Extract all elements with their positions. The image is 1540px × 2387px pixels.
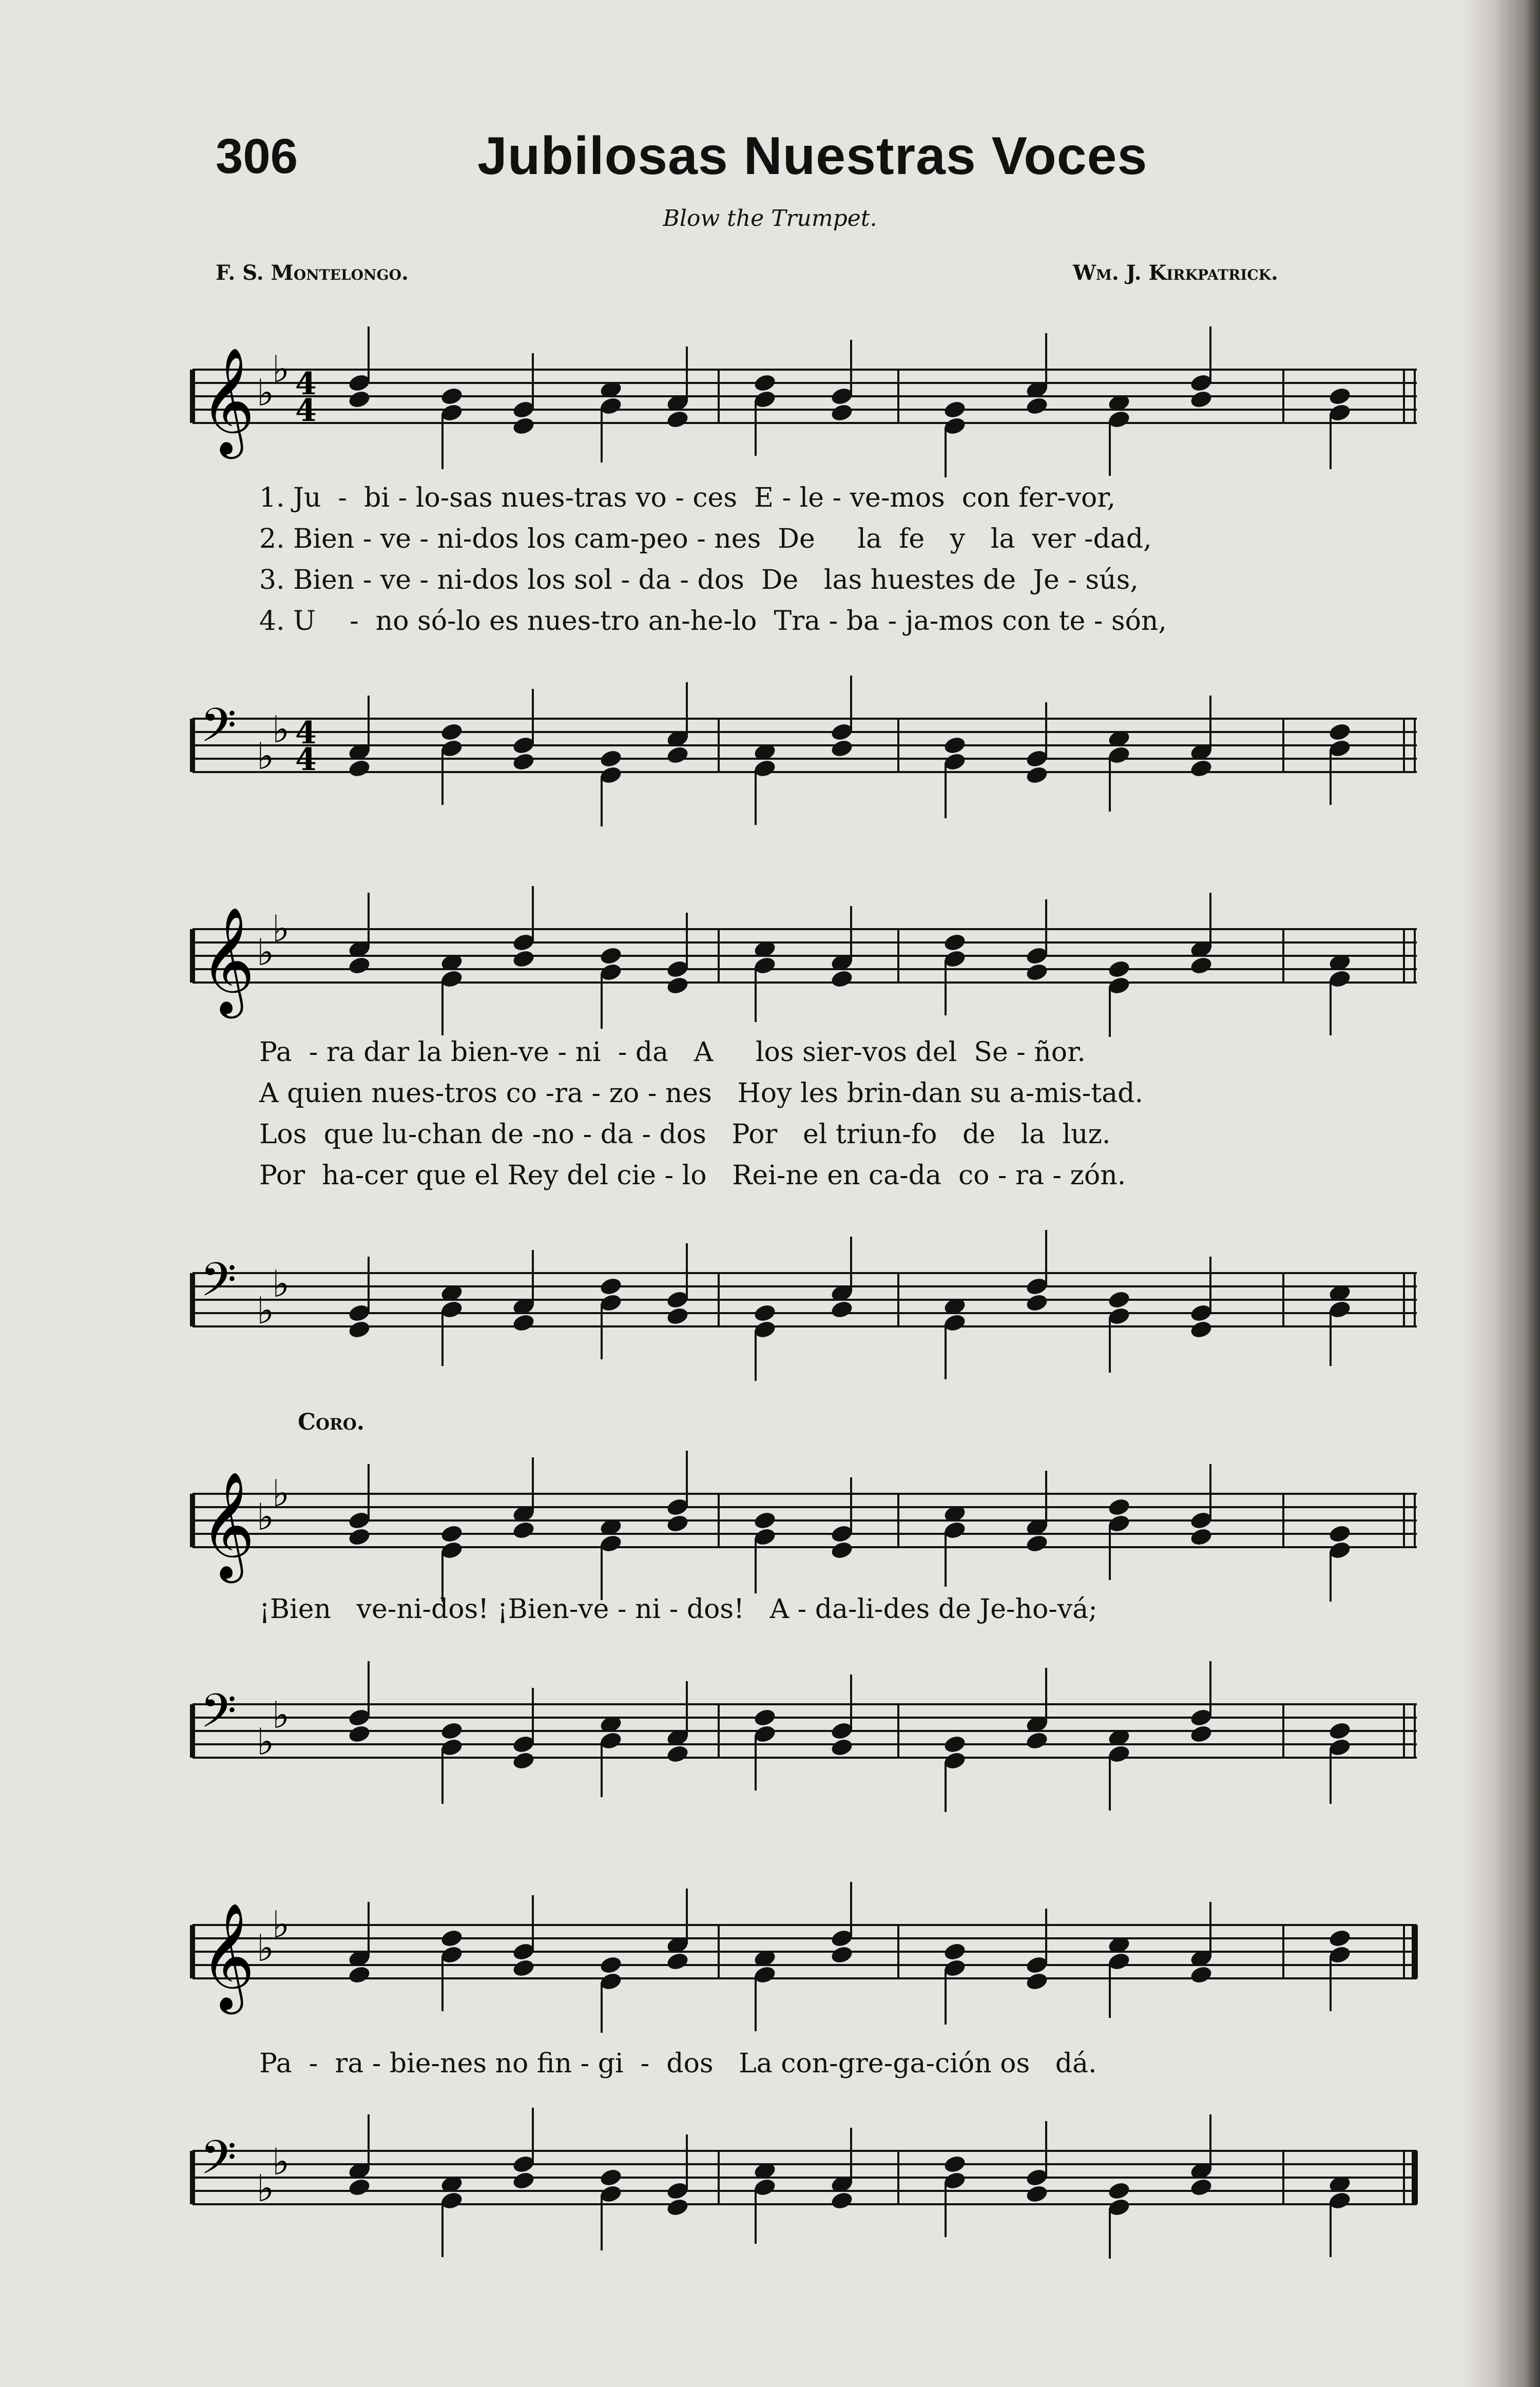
note-head [1327, 386, 1352, 407]
note-head [1189, 1319, 1213, 1340]
treble-clef-icon: 𝄞 [200, 907, 255, 1014]
chorus-label: Coro. [298, 1409, 365, 1435]
hymn-title: Jubilosas Nuestras Voces [477, 126, 1148, 186]
note-head [1189, 955, 1213, 976]
time-signature-top: 4 [295, 366, 317, 402]
verse-1-line-2: Pa - ra dar la bien-ve - ni - da A los sier-vos del Se - ñor. [259, 1037, 1086, 1068]
note-head [511, 1520, 535, 1541]
note-head [1107, 959, 1131, 979]
chorus-line-1: ¡Bien ve-ni-dos! ¡Bien-ve - ni - dos! A - da-li-des de Je-ho-vá; [259, 1594, 1098, 1625]
bass-clef-icon: 𝄢 [200, 1253, 237, 1318]
note-head [942, 932, 967, 953]
note-head [830, 2190, 854, 2211]
treble-clef-icon: 𝄞 [200, 1471, 255, 1578]
bass-clef-icon: 𝄢 [200, 698, 237, 764]
composer-credit: Wm. J. Kirkpatrick. [1073, 261, 1278, 285]
note-head [1327, 1928, 1352, 1949]
treble-staff-system-2 [185, 873, 1427, 1037]
treble-clef-icon: 𝄞 [200, 1902, 255, 2010]
note-head [665, 2197, 689, 2218]
flat-icon: ♭ [272, 1472, 290, 1515]
note-head [942, 399, 967, 420]
note-head [439, 1524, 464, 1544]
note-head [665, 1744, 689, 1764]
bass-staff-system-4 [185, 2094, 1427, 2259]
flat-icon: ♭ [272, 1262, 290, 1305]
flat-icon: ♭ [272, 708, 290, 751]
verse-3-line-2: Los que lu-chan de -no - da - dos Por el triun-fo de la luz. [259, 1119, 1111, 1150]
note-head [1107, 1497, 1131, 1517]
flat-icon: ♭ [257, 371, 274, 414]
hymn-number: 306 [216, 129, 298, 184]
note-head [1107, 1289, 1131, 1310]
hymn-subtitle: Blow the Trumpet. [663, 205, 877, 232]
note-head [665, 745, 689, 765]
note-head [599, 946, 623, 966]
note-head [511, 1313, 535, 1333]
note-head [347, 1724, 371, 1744]
note-head [511, 949, 535, 969]
note-head [1025, 765, 1049, 785]
bass-clef-icon: 𝄢 [200, 2130, 237, 2196]
note-head [753, 1510, 777, 1531]
flat-icon: ♭ [272, 907, 290, 950]
note-head [1189, 1965, 1213, 1985]
note-head [511, 1750, 535, 1771]
note-head [439, 386, 464, 407]
note-head [599, 1955, 623, 1975]
page-edge-shadow [1463, 0, 1540, 2387]
verse-2-line-1: 2. Bien - ve - ni-dos los cam-peo - nes De la fe y la ver -dad, [259, 524, 1152, 554]
note-head [1025, 1730, 1049, 1751]
note-head [1327, 722, 1352, 742]
note-head [753, 1707, 777, 1728]
note-head [830, 1737, 854, 1758]
note-head [511, 752, 535, 772]
time-signature-bottom: 4 [295, 742, 317, 778]
note-head [665, 1951, 689, 1972]
note-head [942, 1734, 967, 1755]
note-head [753, 1303, 777, 1323]
note-head [1189, 389, 1213, 410]
note-head [830, 1945, 854, 1965]
note-head [1189, 1527, 1213, 1547]
note-head [347, 1965, 371, 1985]
note-head [1327, 1524, 1352, 1544]
flat-icon: ♭ [272, 1693, 290, 1737]
note-head [1189, 758, 1213, 779]
note-head [665, 409, 689, 430]
chorus-line-2: Pa - ra - bie-nes no fin - gi - dos La con-gre-ga-ción os dá. [259, 2048, 1097, 2079]
note-head [1327, 1721, 1352, 1741]
verse-1-line-1: 1. Ju - bi - lo-sas nues-tras vo - ces E - le - ve-mos con fer-vor, [259, 483, 1116, 513]
flat-icon: ♭ [272, 1903, 290, 1946]
note-head [599, 748, 623, 769]
note-head [511, 416, 535, 436]
note-head [1189, 1724, 1213, 1744]
note-head [665, 975, 689, 996]
note-head [347, 389, 371, 410]
note-head [830, 969, 854, 989]
flat-icon: ♭ [257, 2167, 274, 2210]
note-head [1025, 962, 1049, 983]
note-head [665, 1306, 689, 1326]
bass-staff-system-3 [185, 1648, 1427, 1812]
bass-staff-system-2 [185, 1217, 1427, 1381]
note-head [1025, 1971, 1049, 1992]
note-head [830, 738, 854, 759]
note-head [830, 1540, 854, 1561]
note-head [511, 2170, 535, 2191]
note-head [1107, 2181, 1131, 2201]
note-head [439, 1928, 464, 1949]
time-signature-bottom: 4 [295, 393, 317, 429]
verse-4-line-1: 4. U - no só-lo es nues-tro an-he-lo Tra - ba - ja-mos con te - són, [259, 606, 1167, 637]
note-head [1025, 2184, 1049, 2204]
note-head [347, 1527, 371, 1547]
note-head [830, 402, 854, 423]
time-signature-top: 4 [295, 715, 317, 751]
flat-icon: ♭ [272, 2140, 290, 2183]
note-head [347, 1319, 371, 1340]
flat-icon: ♭ [257, 931, 274, 974]
note-head [1025, 1533, 1049, 1554]
treble-staff-system-1 [185, 313, 1427, 477]
lyricist-credit: F. S. Montelongo. [216, 261, 409, 285]
flat-icon: ♭ [272, 348, 290, 391]
note-head [830, 1299, 854, 1320]
note-head [347, 955, 371, 976]
note-head [347, 2177, 371, 2198]
note-head [942, 735, 967, 756]
flat-icon: ♭ [257, 1927, 274, 1970]
note-head [439, 722, 464, 742]
treble-staff-system-3 [185, 1437, 1427, 1602]
note-head [1189, 2177, 1213, 2198]
note-head [599, 1276, 623, 1297]
note-head [439, 1721, 464, 1741]
note-head [942, 1941, 967, 1962]
note-head [1025, 396, 1049, 416]
verse-2-line-2: A quien nues-tros co -ra - zo - nes Hoy les brin-dan su a-mis-tad. [259, 1078, 1143, 1109]
treble-clef-icon: 𝄞 [200, 347, 255, 454]
note-head [753, 373, 777, 393]
note-head [599, 2167, 623, 2188]
treble-staff-system-4 [185, 1869, 1427, 2033]
note-head [665, 1513, 689, 1534]
verse-3-line-1: 3. Bien - ve - ni-dos los sol - da - dos De las huestes de Je - sús, [259, 565, 1139, 595]
verse-4-line-2: Por ha-cer que el Rey del cie - lo Rei-ne en ca-da co - ra - zón. [259, 1160, 1126, 1191]
flat-icon: ♭ [257, 1495, 274, 1538]
note-head [511, 1958, 535, 1978]
bass-staff-system-1 [185, 662, 1427, 826]
flat-icon: ♭ [257, 735, 274, 778]
note-head [347, 758, 371, 779]
flat-icon: ♭ [257, 1289, 274, 1332]
note-head [1025, 1293, 1049, 1313]
note-head [942, 2154, 967, 2174]
bass-clef-icon: 𝄢 [200, 1684, 237, 1749]
flat-icon: ♭ [257, 1720, 274, 1763]
